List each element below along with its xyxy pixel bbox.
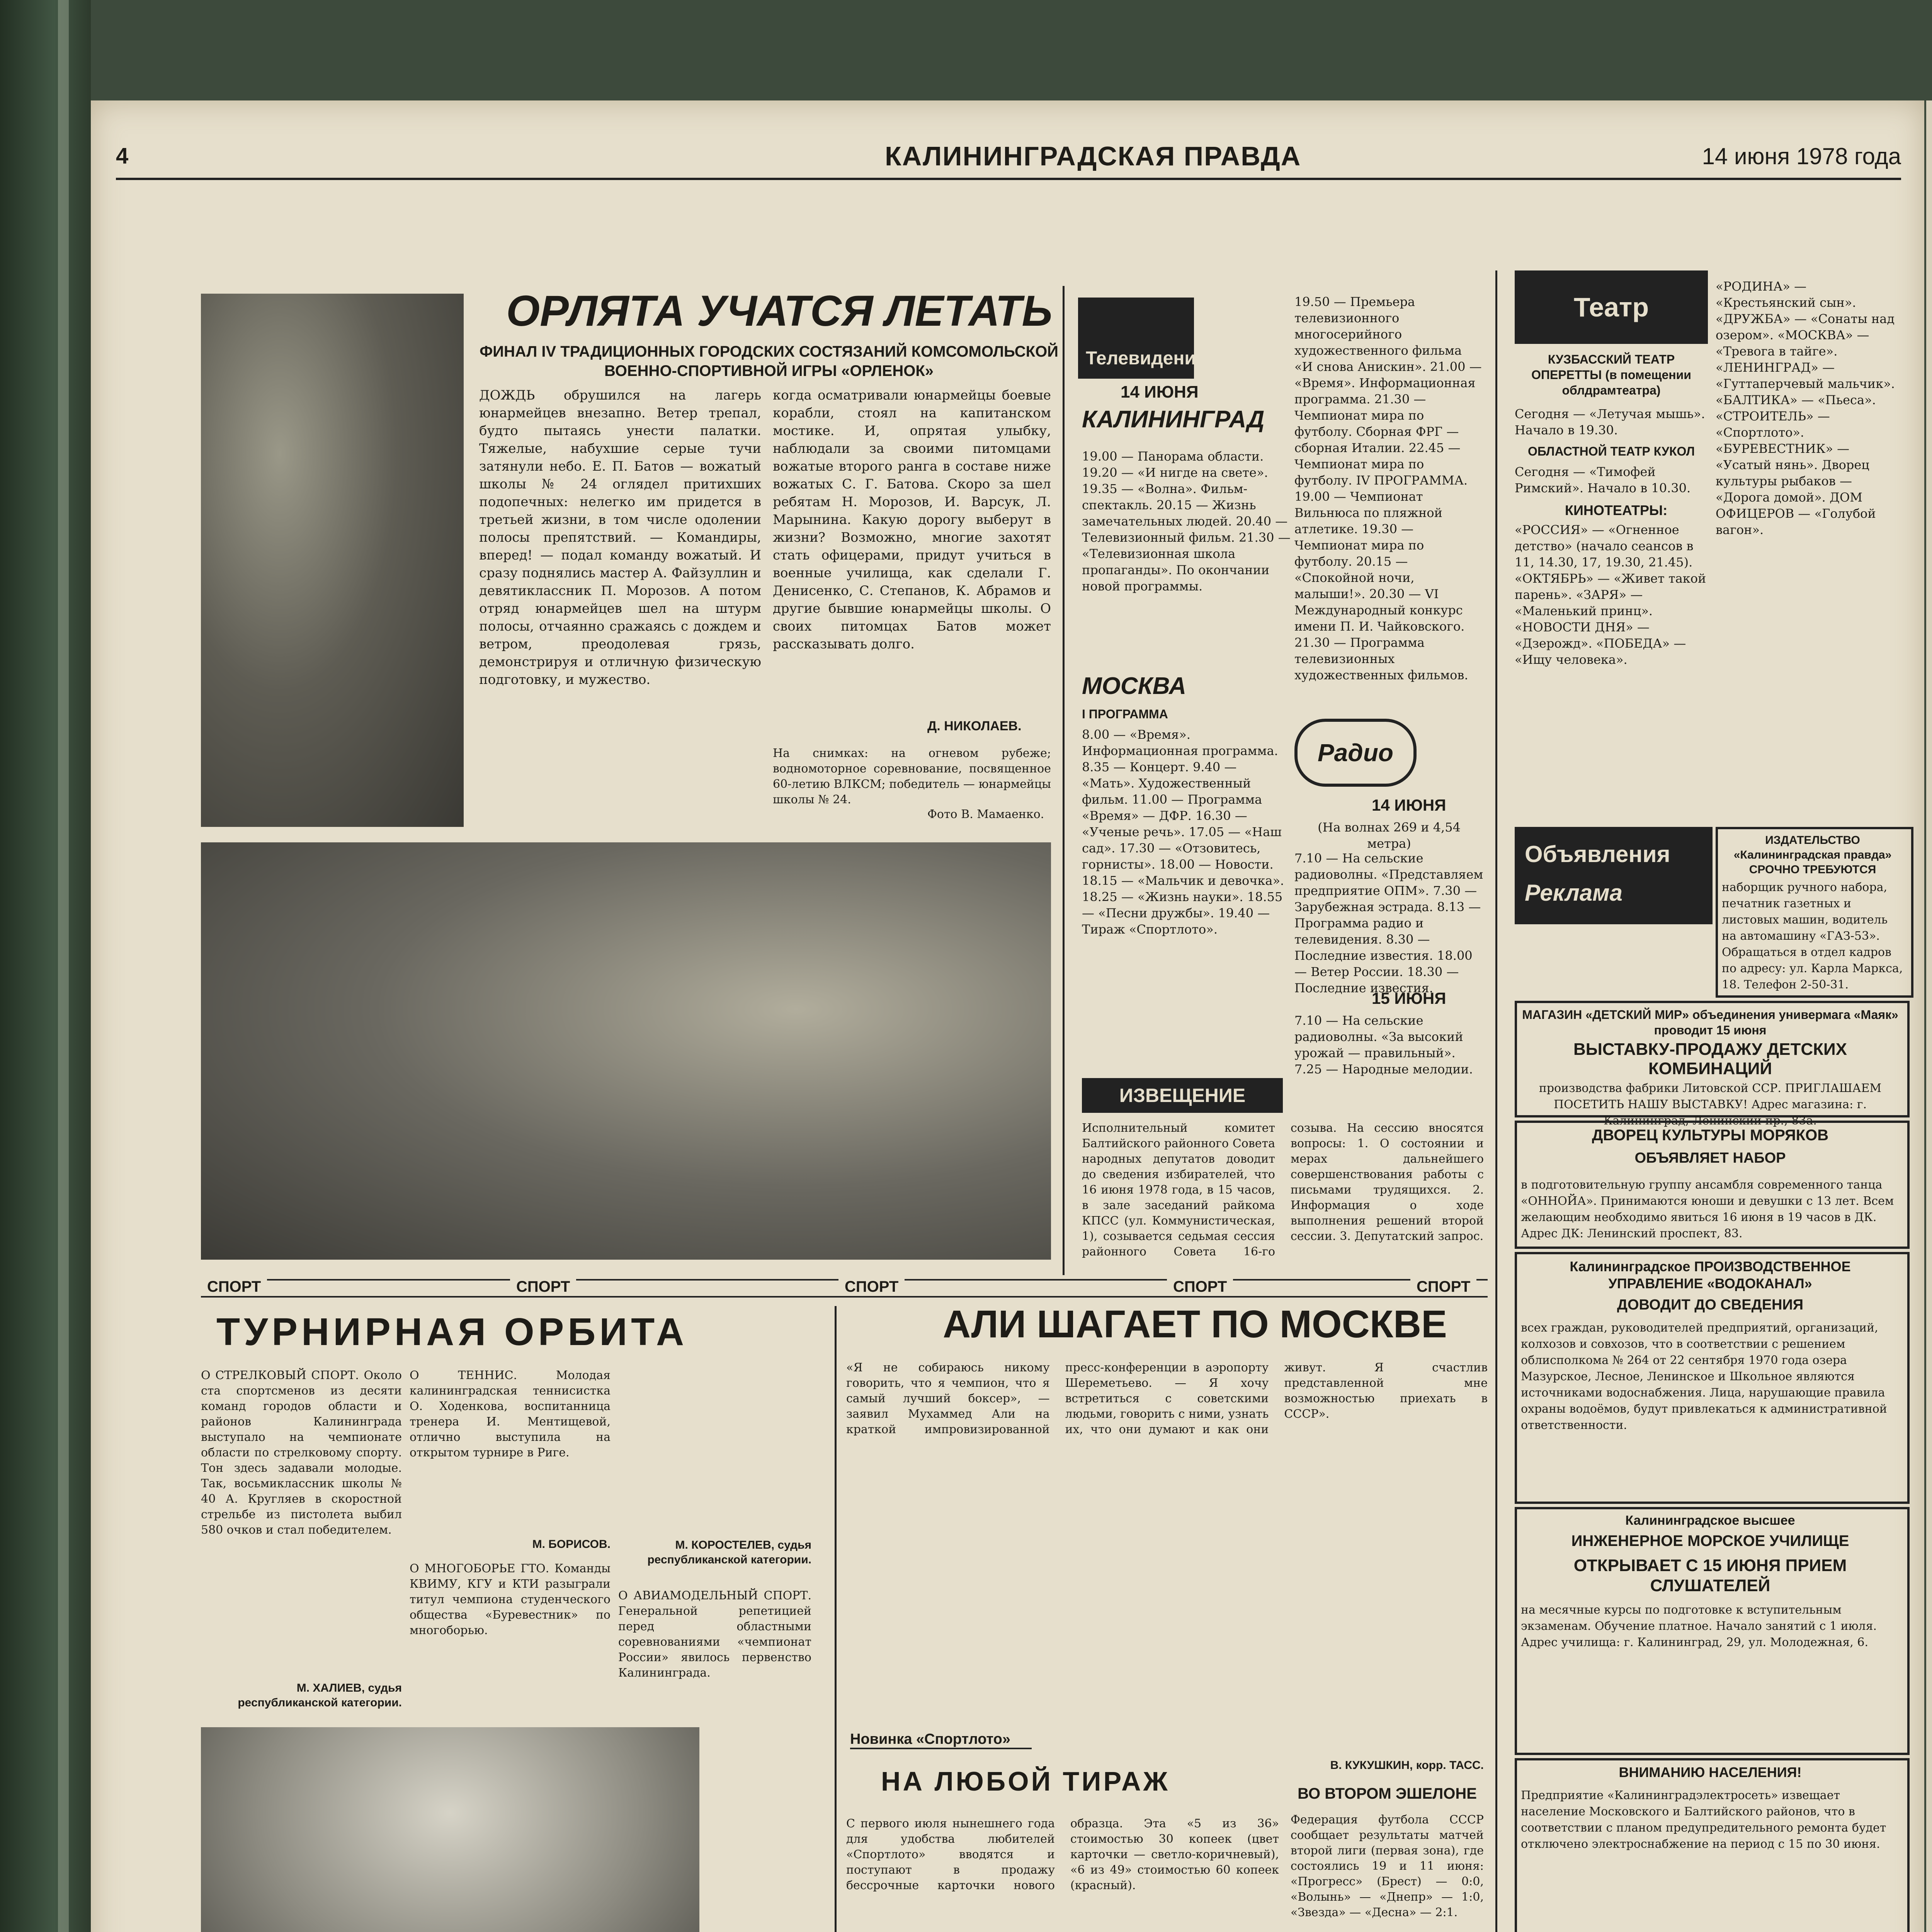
lead-subtitle: ФИНАЛ IV ТРАДИЦИОННЫХ ГОРОДСКИХ СОСТЯЗАНИЙ КОМСОМОЛЬСКОЙ ВОЕННО-СПОРТИВНОЙ ИГРЫ «ОРЛЕНОК» <box>480 343 1058 379</box>
ali-title: АЛИ ШАГАЕТ ПО МОСКВЕ <box>943 1303 1447 1346</box>
newspaper-name: КАЛИНИНГРАДСКАЯ ПРАВДА <box>885 141 1301 171</box>
turnir-author: М. ХАЛИЕВ, судья республиканской категории. <box>238 1682 402 1709</box>
tennis-text: О ТЕННИС. Молодая калининградская теннисистка О. Ходенкова, воспитанница тренера И. Ментищевой, отлично выступила на открытом турнире в Риге. <box>410 1369 611 1459</box>
ad-electricity-text: Предприятие «Калининградэлектросеть» извещает население Московского и Балтийского районов, что в соответствии с планом предупредительного ремонта будет отключено электроснабжение на период с 15 по 30 июня. <box>1521 1789 1886 1851</box>
ad-publisher <box>1716 827 1913 998</box>
ad-marine-school-sub: ИНЖЕНЕРНОЕ МОРСКОЕ УЧИЛИЩЕ <box>1571 1532 1849 1549</box>
sport-label-2: СПОРТ <box>510 1278 576 1296</box>
binder-spine <box>0 0 91 1932</box>
tv-moscow-program: 8.00 — «Время». Информационная программа. 8.35 — Концерт. 9.40 — «Мать». Художественный фильм. 11.00 — Программа «Время» — ДФР. 16.30 — «Ученые речь». 17.05 — «Наш сад». 17.30 — «Отзовитесь, горнисты». 18.00 — Новости. 18.15 — «Мальчик и девочка». 18.25 — «Жизнь науки». 18.55 — «Песни дружбы». 19.40 — Тираж «Спортлото». <box>1082 727 1284 937</box>
ali-text: «Я не собираюсь никому говорить, что я чемпион, что я самый лучший боксер», — заявил Мухаммед Али на краткой импровизированной пресс-конференции в аэропорту Шереметьево. — Я хочу встретиться с советскими людьми, говорить с ними, узнать их, что они думают и как они живут. Я счастлив представленной мне возможностью приехать в СССР». <box>846 1361 1488 1436</box>
turnir-title: ТУРНИРНАЯ ОРБИТА <box>216 1310 688 1354</box>
theatre-puppet-show: Сегодня — «Тимофей Римский». Начало в 10.30. <box>1515 464 1691 495</box>
sport-rubric-bar <box>201 1279 1488 1298</box>
mnogobor-author: М. КОРОСТЕЛЕВ, судья республиканской категории. <box>647 1539 811 1566</box>
tirazh-title: НА ЛЮБОЙ ТИРАЖ <box>881 1766 1170 1796</box>
masthead <box>116 143 1901 180</box>
theatre-kuzbass-show: Сегодня — «Летучая мышь». Начало в 19.30. <box>1515 406 1705 437</box>
ad-vodokanal-head: Калининградское ПРОИЗВОДСТВЕННОЕ УПРАВЛЕНИЕ «ВОДОКАНАЛ» <box>1570 1259 1851 1291</box>
notice-text: Исполнительный комитет Балтийского районного Совета народных депутатов доводит до сведения избирателей, что 16 июня 1978 года, в 15 часов, в зале заседаний райкома КПСС (ул. Коммунистическая, 1), созывается седьмая сессия районного Совета 16-го созыва. На сессию вносятся вопросы: 1. О состоянии и мерах дальнейшего совершенствования работы с письмами трудящихся. 2. Информация о ходе выполнения решений второй сессии. 3. Депутатский запрос. <box>1082 1121 1484 1259</box>
lead-photo-credit: Фото В. Мамаенко. <box>927 808 1044 821</box>
ad-childrens-world-text: производства фабрики Литовской ССР. ПРИГЛАШАЕМ ПОСЕТИТЬ НАШУ ВЫСТАВКУ! Адрес магазина: г. Калининград, Ленинский пр., 83а. <box>1539 1082 1882 1128</box>
adjacent-page-edge <box>1926 100 1932 1932</box>
ad-sailors-palace-head: ДВОРЕЦ КУЛЬТУРЫ МОРЯКОВ <box>1592 1127 1829 1144</box>
radio-wave: (На волнах 269 и 4,54 метра) <box>1318 820 1461 851</box>
vtoroy-title: ВО ВТОРОМ ЭШЕЛОНЕ <box>1298 1785 1477 1802</box>
binder-stripe <box>58 0 69 1932</box>
sportloto-label: Новинка «Спортлото» <box>850 1731 1032 1749</box>
ads-logo <box>1515 827 1713 924</box>
ad-sailors-palace-sub: ОБЪЯВЛЯЕТ НАБОР <box>1634 1150 1786 1166</box>
ad-electricity-head: ВНИМАНИЮ НАСЕЛЕНИЯ! <box>1619 1764 1802 1780</box>
ad-childrens-world <box>1515 1001 1910 1128</box>
tv-date: 14 ИЮНЯ <box>1121 383 1199 401</box>
ad-childrens-world-head: МАГАЗИН «ДЕТСКИЙ МИР» объединения универмага «Маяк» проводит 15 июня <box>1522 1008 1898 1037</box>
tv-city: КАЛИНИНГРАД <box>1082 406 1265 433</box>
photo-obstacle-course <box>201 294 464 827</box>
lead-text-col1: ДОЖДЬ обрушился на лагерь юнармейцев внезапно. Ветер трепал, будто пытаясь унести палатки. Тяжелые, набухшие серые тучи затянули небо. Е. П. Батов — вожатый школы № 24 оглядел притихших подопечных: нелегко им придется в третьей жизни, в том числе одолении полосы препятствий. — Командиры, вперед! — подал команду вожатый. И сразу поднялись мастер А. Файзуллин и девятиклассник П. Морозов. А потом отряд юнармейцев шел на штурм полосы, отчаянно сражаясь с дождем и ветром, преодолевая грязь, демонстрируя и отличную физическую подготовку, и мужество. <box>479 388 761 687</box>
ad-marine-school-head: Калининградское высшее <box>1625 1513 1795 1528</box>
vtoroy-text: Федерация футбола СССР сообщает результаты матчей второй лиги (первая зона), где состоялись 19 и 11 июня: «Прогресс» (Брест) — 0:0, «Волынь» — «Днепр» — 1:0, «Звезда» — «Десна» — 2:1. <box>1291 1813 1484 1919</box>
lead-author: Д. НИКОЛАЕВ. <box>927 719 1022 733</box>
ad-vodokanal-text: всех граждан, руководителей предприятий, организаций, колхозов и совхозов, что в соответствии с решением облисполкома № 264 от 22 сентября 1970 года озера Мазурское, Лесное, Ленинское и Школьное являются источниками водоснабжения. Лица, нарушающие правила охраны водоёмов, будут привлекаться к административной ответственности. <box>1521 1321 1887 1432</box>
tv-kaliningrad-program: 19.00 — Панорама области. 19.20 — «И нигде на свете». 19.35 — «Волна». Фильм-спектакль. 20.15 — Жизнь замечательных людей. 20.40 — Телевизионный фильм. 21.30 — «Телевизионная школа пропаганды». По окончании новой программы. <box>1082 449 1291 594</box>
issue-date: 14 июня 1978 года <box>1702 143 1901 169</box>
tirazh-text: С первого июля нынешнего года для удобства любителей «Спортлото» вводятся и поступают в продажу бессрочные карточки нового образца. Эта «5 из 36» стоимостью 30 копеек (цвет карточки — светло-коричневый), «6 из 49» стоимостью 60 копеек (красный). <box>846 1817 1279 1892</box>
cinemas-list: «РОССИЯ» — «Огненное детство» (начало сеансов в 11, 14.30, 17, 19.30, 21.45). «ОКТЯБРЬ» — «Живет такой парень». «ЗАРЯ» — «Маленький принц». «НОВОСТИ ДНЯ» — «Дзерожд». «ПОБЕДА» — «Ищу человека». <box>1515 522 1706 667</box>
ad-electricity-notice <box>1515 1758 1910 1932</box>
ad-marine-school-text: на месячные курсы по подготовке к вступительным экзаменам. Обучение платное. Начало занятий с 1 июля. Адрес училища: г. Калининград, 29, ул. Молодежная, 6. <box>1521 1603 1877 1649</box>
sport-label-3: СПОРТ <box>838 1278 905 1296</box>
tennis-author: М. БОРИСОВ. <box>532 1538 611 1551</box>
radio-logo: Радио <box>1294 719 1417 787</box>
cinemas-list-2: «РОДИНА» — «Крестьянский сын». «ДРУЖБА» — «Сонаты над озером». «МОСКВА» — «Тревога в тайге». «ЛЕНИНГРАД» — «Гуттаперчевый мальчик». «БАЛТИКА» — «Пьеса». «СТРОИТЕЛЬ» — «Спортлото». «БУРЕВЕСТНИК» — «Усатый нянь». Дворец культуры рыбаков — «Дорога домой». ДОМ ОФИЦЕРОВ — «Голубой вагон». <box>1716 279 1895 537</box>
turnir-text: О СТРЕЛКОВЫЙ СПОРТ. Около ста спортсменов из десяти команд городов области и районов Калининграда выступало на чемпионате области по стрелковому спорту. Тон здесь задавали молодые. Так, восьмиклассник школы № 40 А. Кругляев в скоростной стрельбе из пистолета выбил 580 очков и стал победителем. <box>201 1369 402 1537</box>
avia-text: О АВИАМОДЕЛЬНЫЙ СПОРТ. Генеральной репетицией перед областными соревнованиями «чемпионат России» явилось первенство Калининграда. <box>618 1589 811 1680</box>
theatre-puppet: ОБЛАСТНОЙ ТЕАТР КУКОЛ <box>1527 444 1695 458</box>
notice-label: ИЗВЕЩЕНИЕ <box>1082 1078 1283 1113</box>
mnogobor-text: О МНОГОБОРЬЕ ГТО. Команды КВИМУ, КГУ и КТИ разыграли титул чемпиона студенческого общества «Буревестник» по многоборью. <box>410 1562 611 1637</box>
ad-sailors-palace <box>1515 1121 1910 1249</box>
ad-sailors-palace-text: в подготовительную группу ансамбля современного танца «ОННОЙА». Принимаются юноши и девушки с 13 лет. Всем желающим необходимо явиться 16 июня в 19 часов в ДК. Адрес ДК: Ленинский проспект, 83. <box>1521 1178 1894 1240</box>
ad-marine-school-big: ОТКРЫВАЕТ С 15 ИЮНЯ ПРИЕМ СЛУШАТЕЛЕЙ <box>1573 1556 1847 1595</box>
theatre-kuzbass: КУЗБАССКИЙ ТЕАТР ОПЕРЕТТЫ (в помещении облдрамтеатра) <box>1531 352 1691 397</box>
ad-vodokanal-sub: ДОВОДИТ ДО СВЕДЕНИЯ <box>1617 1297 1804 1313</box>
tv-first-program-label: I ПРОГРАММА <box>1082 707 1168 721</box>
lead-caption: На снимках: на огневом рубеже; водномоторное соревнование, посвященное 60-летию ВЛКСМ; победитель — юнармейцы школы № 24. <box>773 747 1051 806</box>
ad-publisher-head: ИЗДАТЕЛЬСТВО «Калининградская правда» СРОЧНО ТРЕБУЮТСЯ <box>1733 834 1892 876</box>
tv-moscow-program-cont: 19.50 — Премьера телевизионного многосерийного художественного фильма «И снова Анискин». 21.00 — «Время». Информационная программа. 21.30 — Чемпионат мира по футболу. Сборная ФРГ — сборная Италии. 22.45 — Чемпионат мира по футболу. IV ПРОГРАММА. 19.00 — Чемпионат Вильнюса по пляжной атлетике. 19.30 — Чемпионат мира по футболу. 20.15 — «Спокойной ночи, малыши!». 20.30 — VI Международный конкурс имени П. И. Чайковского. 21.30 — Программа телевизионных художественных фильмов. <box>1294 294 1482 682</box>
tv-moscow: МОСКВА <box>1082 673 1186 699</box>
sport-label-5: СПОРТ <box>1410 1278 1476 1296</box>
photo-aviamodel <box>201 1727 699 1932</box>
photo-parade <box>201 842 1051 1260</box>
ali-author: В. КУКУШКИН, корр. ТАСС. <box>1330 1759 1484 1772</box>
ads-logo-top: Объявления <box>1525 841 1670 867</box>
lead-text-col2: когда осматривали юнармейцы боевые корабли, стоял на капитанском мостике. И, опрятая улыбку, наблюдали за своими питомцами вожатые второго ранга в составе ниже вожатых С. Г. Батова. Скоро за шел ребятам Н. Морозов, И. Варсук, Л. Марынина. Какую дорогу выберут в жизни? Возможно, многие захотят стать офицерами, придут учиться в военные училища, как сделали Г. Денисенко, С. Степанов, К. Абрамов и другие бывшие юнармейцы школы. О своих питомцах Батов может рассказывать долго. <box>773 388 1051 652</box>
ads-logo-bottom: Реклама <box>1525 880 1622 906</box>
theatre-logo: Театр <box>1515 270 1708 344</box>
tv-logo: Телевидение <box>1078 298 1194 379</box>
radio-program-1: 7.10 — На сельские радиоволны. «Представляем предприятие ОПМ». 7.30 — Зарубежная эстрада. 8.13 — Программа радио и телевидения. 8.30 — Последние известия. 18.00 — Ветер России. 18.30 — Последние известия. <box>1294 851 1483 995</box>
radio-program-2: 7.10 — На сельские радиоволны. «За высокий урожай — правильный». 7.25 — Народные мелодии. <box>1294 1013 1473 1077</box>
radio-date-1: 14 ИЮНЯ <box>1372 796 1446 814</box>
ad-vodokanal <box>1515 1252 1910 1504</box>
sport-label-1: СПОРТ <box>201 1278 267 1296</box>
sport-label-4: СПОРТ <box>1167 1278 1233 1296</box>
lead-title: ОРЛЯТА УЧАТСЯ ЛЕТАТЬ <box>506 287 1053 335</box>
right-column-rule <box>1495 270 1497 1932</box>
page-number: 4 <box>116 143 129 168</box>
ad-publisher-text: наборщик ручного набора, печатник газетных и листовых машин, водитель на автомашину «ГАЗ-53». Обращаться в отдел кадров по адресу: ул. Карла Маркса, 18. Телефон 2-50-31. <box>1722 881 1903 992</box>
ad-childrens-world-big: ВЫСТАВКУ-ПРОДАЖУ ДЕТСКИХ КОМБИНАЦИЙ <box>1573 1040 1847 1078</box>
cinemas-heading: КИНОТЕАТРЫ: <box>1565 502 1668 518</box>
ad-marine-school <box>1515 1507 1910 1755</box>
radio-date-2: 15 ИЮНЯ <box>1372 989 1446 1007</box>
column-rule <box>1063 286 1065 1275</box>
sport-rule <box>835 1306 837 1932</box>
